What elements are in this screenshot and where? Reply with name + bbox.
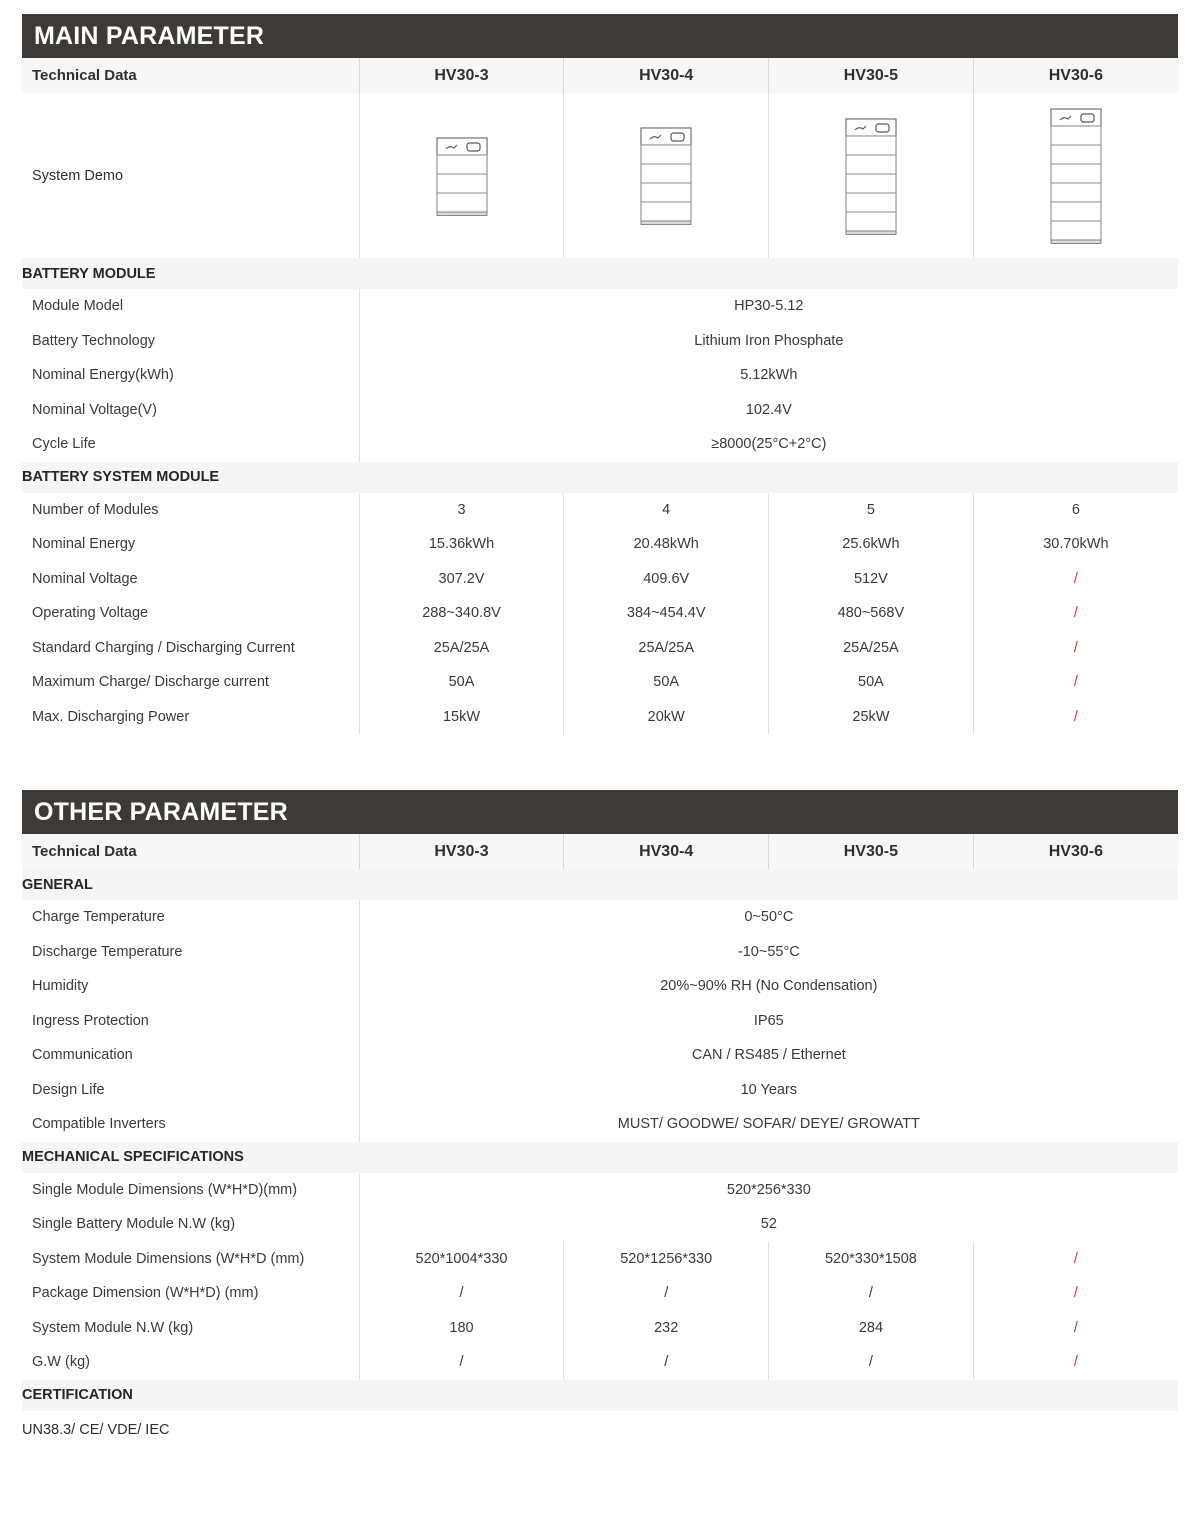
row-label: Single Battery Module N.W (kg) <box>32 1216 236 1233</box>
cell-value: IP65 <box>753 1012 784 1029</box>
table-row <box>22 1107 1178 1142</box>
row-value <box>973 700 1178 735</box>
not-applicable-mark: / <box>1073 1285 1078 1302</box>
row-value <box>973 1345 1178 1380</box>
main-parameter-banner <box>22 14 1178 58</box>
system-demo-row <box>22 93 1178 258</box>
row-value <box>359 596 564 631</box>
row-value <box>359 1242 564 1277</box>
row-value <box>973 1276 1178 1311</box>
cell-value: 512V <box>853 570 888 587</box>
row-label: Ingress Protection <box>32 1012 149 1029</box>
cell-value: 409.6V <box>643 570 690 587</box>
cell-value: 3 <box>457 501 466 518</box>
row-value <box>359 665 564 700</box>
cell-value: 30.70kWh <box>1043 536 1109 553</box>
not-applicable-mark: / <box>1073 708 1078 725</box>
battery-stack-icon <box>840 113 902 239</box>
table-row <box>22 324 1178 359</box>
row-value <box>564 1276 769 1311</box>
row-label: Nominal Energy <box>32 536 136 553</box>
certification-value: UN38.3/ CE/ VDE/ IEC <box>22 1421 170 1438</box>
row-value <box>564 562 769 597</box>
table-row <box>22 1242 1178 1277</box>
row-value-merged <box>359 1173 1178 1208</box>
row-label: Charge Temperature <box>32 909 165 926</box>
section-header-row <box>22 258 1178 289</box>
column-header-hv30-3: HV30-3 <box>359 58 564 93</box>
section-title: GENERAL <box>22 869 1178 900</box>
cell-value: 520*330*1508 <box>824 1250 917 1267</box>
certification-row <box>22 1411 1178 1449</box>
cell-value: -10~55°C <box>737 943 800 960</box>
cell-value: 50A <box>653 674 680 691</box>
table-row <box>22 900 1178 935</box>
section-title: BATTERY MODULE <box>22 258 1178 289</box>
main-parameter-title: MAIN PARAMETER <box>34 21 265 50</box>
row-label: System Module N.W (kg) <box>32 1319 194 1336</box>
not-applicable-mark: / <box>1073 1319 1078 1336</box>
row-label: Nominal Voltage(V) <box>32 401 157 418</box>
table-row <box>22 527 1178 562</box>
system-demo-cell <box>564 93 769 258</box>
battery-stack-icon <box>1045 103 1107 248</box>
cell-value: 284 <box>858 1319 884 1336</box>
column-header-hv30-5: HV30-5 <box>769 58 974 93</box>
row-label: Maximum Charge/ Discharge current <box>32 674 269 691</box>
table-row <box>22 562 1178 597</box>
cell-value: 232 <box>654 1319 679 1336</box>
table-row <box>22 700 1178 735</box>
table-row <box>22 289 1178 324</box>
not-applicable-mark: / <box>1073 674 1078 691</box>
row-value <box>973 493 1178 528</box>
cell-value: 5.12kWh <box>740 367 798 384</box>
not-applicable-mark: / <box>459 1285 464 1302</box>
row-value <box>564 1311 769 1346</box>
cell-value: 25kW <box>852 708 890 725</box>
row-value <box>564 527 769 562</box>
row-value <box>564 493 769 528</box>
row-label: Nominal Energy(kWh) <box>32 367 174 384</box>
system-demo-label: System Demo <box>32 167 124 184</box>
row-value <box>769 665 974 700</box>
table-row <box>22 1345 1178 1380</box>
row-label: Number of Modules <box>32 501 159 518</box>
section-header-row <box>22 462 1178 493</box>
row-value <box>769 1311 974 1346</box>
section-title: BATTERY SYSTEM MODULE <box>22 462 1178 493</box>
row-label: Cycle Life <box>32 436 96 453</box>
row-label: Discharge Temperature <box>32 943 183 960</box>
row-value <box>769 596 974 631</box>
battery-stack-icon <box>431 132 493 220</box>
row-value-merged <box>359 1038 1178 1073</box>
cell-value: 307.2V <box>438 570 485 587</box>
cell-value: ≥8000(25°C+2°C) <box>711 436 827 453</box>
section-header-row <box>22 1142 1178 1173</box>
column-header-hv30-3: HV30-3 <box>359 834 564 869</box>
table-row <box>22 1207 1178 1242</box>
cell-value: Lithium Iron Phosphate <box>694 332 844 349</box>
not-applicable-mark: / <box>1073 639 1078 656</box>
row-value <box>769 493 974 528</box>
header-technical-data: Technical Data <box>22 834 359 869</box>
table-row <box>22 596 1178 631</box>
row-value <box>359 562 564 597</box>
other-parameter-table <box>22 834 1178 1449</box>
not-applicable-mark: / <box>1073 1354 1078 1371</box>
cell-value: 20.48kWh <box>633 536 699 553</box>
cell-value: 0~50°C <box>744 909 794 926</box>
row-value <box>769 700 974 735</box>
system-demo-cell <box>359 93 564 258</box>
row-value-merged <box>359 393 1178 428</box>
cell-value: 25A/25A <box>433 639 490 656</box>
table-row <box>22 1038 1178 1073</box>
row-value <box>564 1242 769 1277</box>
cell-value: MUST/ GOODWE/ SOFAR/ DEYE/ GROWATT <box>617 1116 920 1133</box>
row-value <box>564 665 769 700</box>
table-row <box>22 1073 1178 1108</box>
row-value <box>973 631 1178 666</box>
system-demo-cell <box>769 93 974 258</box>
cell-value: 15.36kWh <box>428 536 495 553</box>
cell-value: 10 Years <box>740 1081 798 1098</box>
not-applicable-mark: / <box>459 1354 464 1371</box>
cell-value: 520*256*330 <box>726 1181 811 1198</box>
table-row <box>22 393 1178 428</box>
row-value <box>973 527 1178 562</box>
not-applicable-mark: / <box>1073 605 1078 622</box>
cell-value: 25A/25A <box>638 639 695 656</box>
table-header-row <box>22 58 1178 93</box>
row-value-merged <box>359 427 1178 462</box>
not-applicable-mark: / <box>664 1285 669 1302</box>
row-value <box>359 1276 564 1311</box>
other-parameter-banner <box>22 790 1178 834</box>
cell-value: 180 <box>449 1319 474 1336</box>
cell-value: 288~340.8V <box>422 605 501 622</box>
table-row <box>22 969 1178 1004</box>
cell-value: 480~568V <box>837 605 905 622</box>
row-label: Max. Discharging Power <box>32 708 190 725</box>
main-parameter-table <box>22 58 1178 734</box>
cell-value: 25.6kWh <box>842 536 900 553</box>
column-header-hv30-6: HV30-6 <box>973 58 1178 93</box>
row-value <box>973 665 1178 700</box>
section-title: MECHANICAL SPECIFICATIONS <box>22 1142 1178 1173</box>
row-value <box>769 1242 974 1277</box>
row-value <box>769 562 974 597</box>
row-value <box>769 631 974 666</box>
row-value <box>973 1311 1178 1346</box>
row-label: Design Life <box>32 1081 105 1098</box>
cell-value: 50A <box>448 674 475 691</box>
table-row <box>22 935 1178 970</box>
header-technical-data: Technical Data <box>22 58 359 93</box>
row-value <box>359 527 564 562</box>
row-label: Module Model <box>32 298 124 315</box>
column-header-hv30-4: HV30-4 <box>564 834 769 869</box>
row-value-merged <box>359 900 1178 935</box>
row-value-merged <box>359 358 1178 393</box>
row-value <box>973 562 1178 597</box>
table-row <box>22 665 1178 700</box>
table-header-row <box>22 834 1178 869</box>
cell-value: 520*1004*330 <box>415 1250 508 1267</box>
row-value <box>359 1311 564 1346</box>
row-value <box>973 1242 1178 1277</box>
table-row <box>22 493 1178 528</box>
column-header-hv30-6: HV30-6 <box>973 834 1178 869</box>
cell-value: 20kW <box>647 708 685 725</box>
row-value-merged <box>359 935 1178 970</box>
not-applicable-mark: / <box>868 1285 873 1302</box>
column-header-hv30-5: HV30-5 <box>769 834 974 869</box>
system-demo-cell <box>973 93 1178 258</box>
cell-value: 6 <box>1071 501 1080 518</box>
cell-value: CAN / RS485 / Ethernet <box>691 1047 846 1064</box>
row-value-merged <box>359 324 1178 359</box>
not-applicable-mark: / <box>868 1354 873 1371</box>
row-label: Operating Voltage <box>32 605 149 622</box>
column-header-hv30-4: HV30-4 <box>564 58 769 93</box>
row-value <box>769 1345 974 1380</box>
row-label: Standard Charging / Discharging Current <box>32 639 295 656</box>
row-value <box>564 700 769 735</box>
row-label: Communication <box>32 1047 133 1064</box>
row-value-merged <box>359 969 1178 1004</box>
table-row <box>22 427 1178 462</box>
cell-value: 4 <box>662 501 671 518</box>
section-header-row <box>22 1380 1178 1411</box>
cell-value: 25A/25A <box>843 639 899 656</box>
table-row <box>22 1173 1178 1208</box>
not-applicable-mark: / <box>1073 570 1078 587</box>
row-label: Battery Technology <box>32 332 156 349</box>
row-label: G.W (kg) <box>32 1354 90 1371</box>
row-value-merged <box>359 1207 1178 1242</box>
row-label: Nominal Voltage <box>32 570 138 587</box>
row-value <box>769 527 974 562</box>
cell-value: 50A <box>858 674 884 691</box>
battery-stack-icon <box>635 122 697 229</box>
cell-value: 102.4V <box>745 401 792 418</box>
not-applicable-mark: / <box>664 1354 669 1371</box>
row-value <box>973 596 1178 631</box>
row-value <box>359 493 564 528</box>
table-row <box>22 1004 1178 1039</box>
row-label: Compatible Inverters <box>32 1116 166 1133</box>
row-value-merged <box>359 1004 1178 1039</box>
row-value <box>359 631 564 666</box>
row-label: Single Module Dimensions (W*H*D)(mm) <box>32 1181 298 1198</box>
row-value <box>564 596 769 631</box>
cell-value: 15kW <box>442 708 481 725</box>
cell-value: 384~454.4V <box>626 605 706 622</box>
cell-value: 520*1256*330 <box>620 1250 713 1267</box>
cell-value: 52 <box>760 1216 777 1233</box>
row-value <box>564 631 769 666</box>
row-value <box>359 1345 564 1380</box>
row-label: System Module Dimensions (W*H*D (mm) <box>32 1250 305 1267</box>
section-header-row <box>22 869 1178 900</box>
row-value <box>769 1276 974 1311</box>
row-label: Humidity <box>32 978 89 995</box>
not-applicable-mark: / <box>1073 1250 1078 1267</box>
table-row <box>22 1311 1178 1346</box>
row-value-merged <box>359 1073 1178 1108</box>
row-value <box>359 700 564 735</box>
cell-value: 5 <box>866 501 875 518</box>
row-label: Package Dimension (W*H*D) (mm) <box>32 1285 259 1302</box>
cell-value: 20%~90% RH (No Condensation) <box>660 978 878 995</box>
table-row <box>22 358 1178 393</box>
row-value <box>564 1345 769 1380</box>
row-value-merged <box>359 1107 1178 1142</box>
section-title: CERTIFICATION <box>22 1380 1178 1411</box>
table-row <box>22 631 1178 666</box>
table-row <box>22 1276 1178 1311</box>
other-parameter-title: OTHER PARAMETER <box>34 797 288 826</box>
cell-value: HP30-5.12 <box>734 298 804 315</box>
row-value-merged <box>359 289 1178 324</box>
section-spacer <box>22 734 1178 790</box>
